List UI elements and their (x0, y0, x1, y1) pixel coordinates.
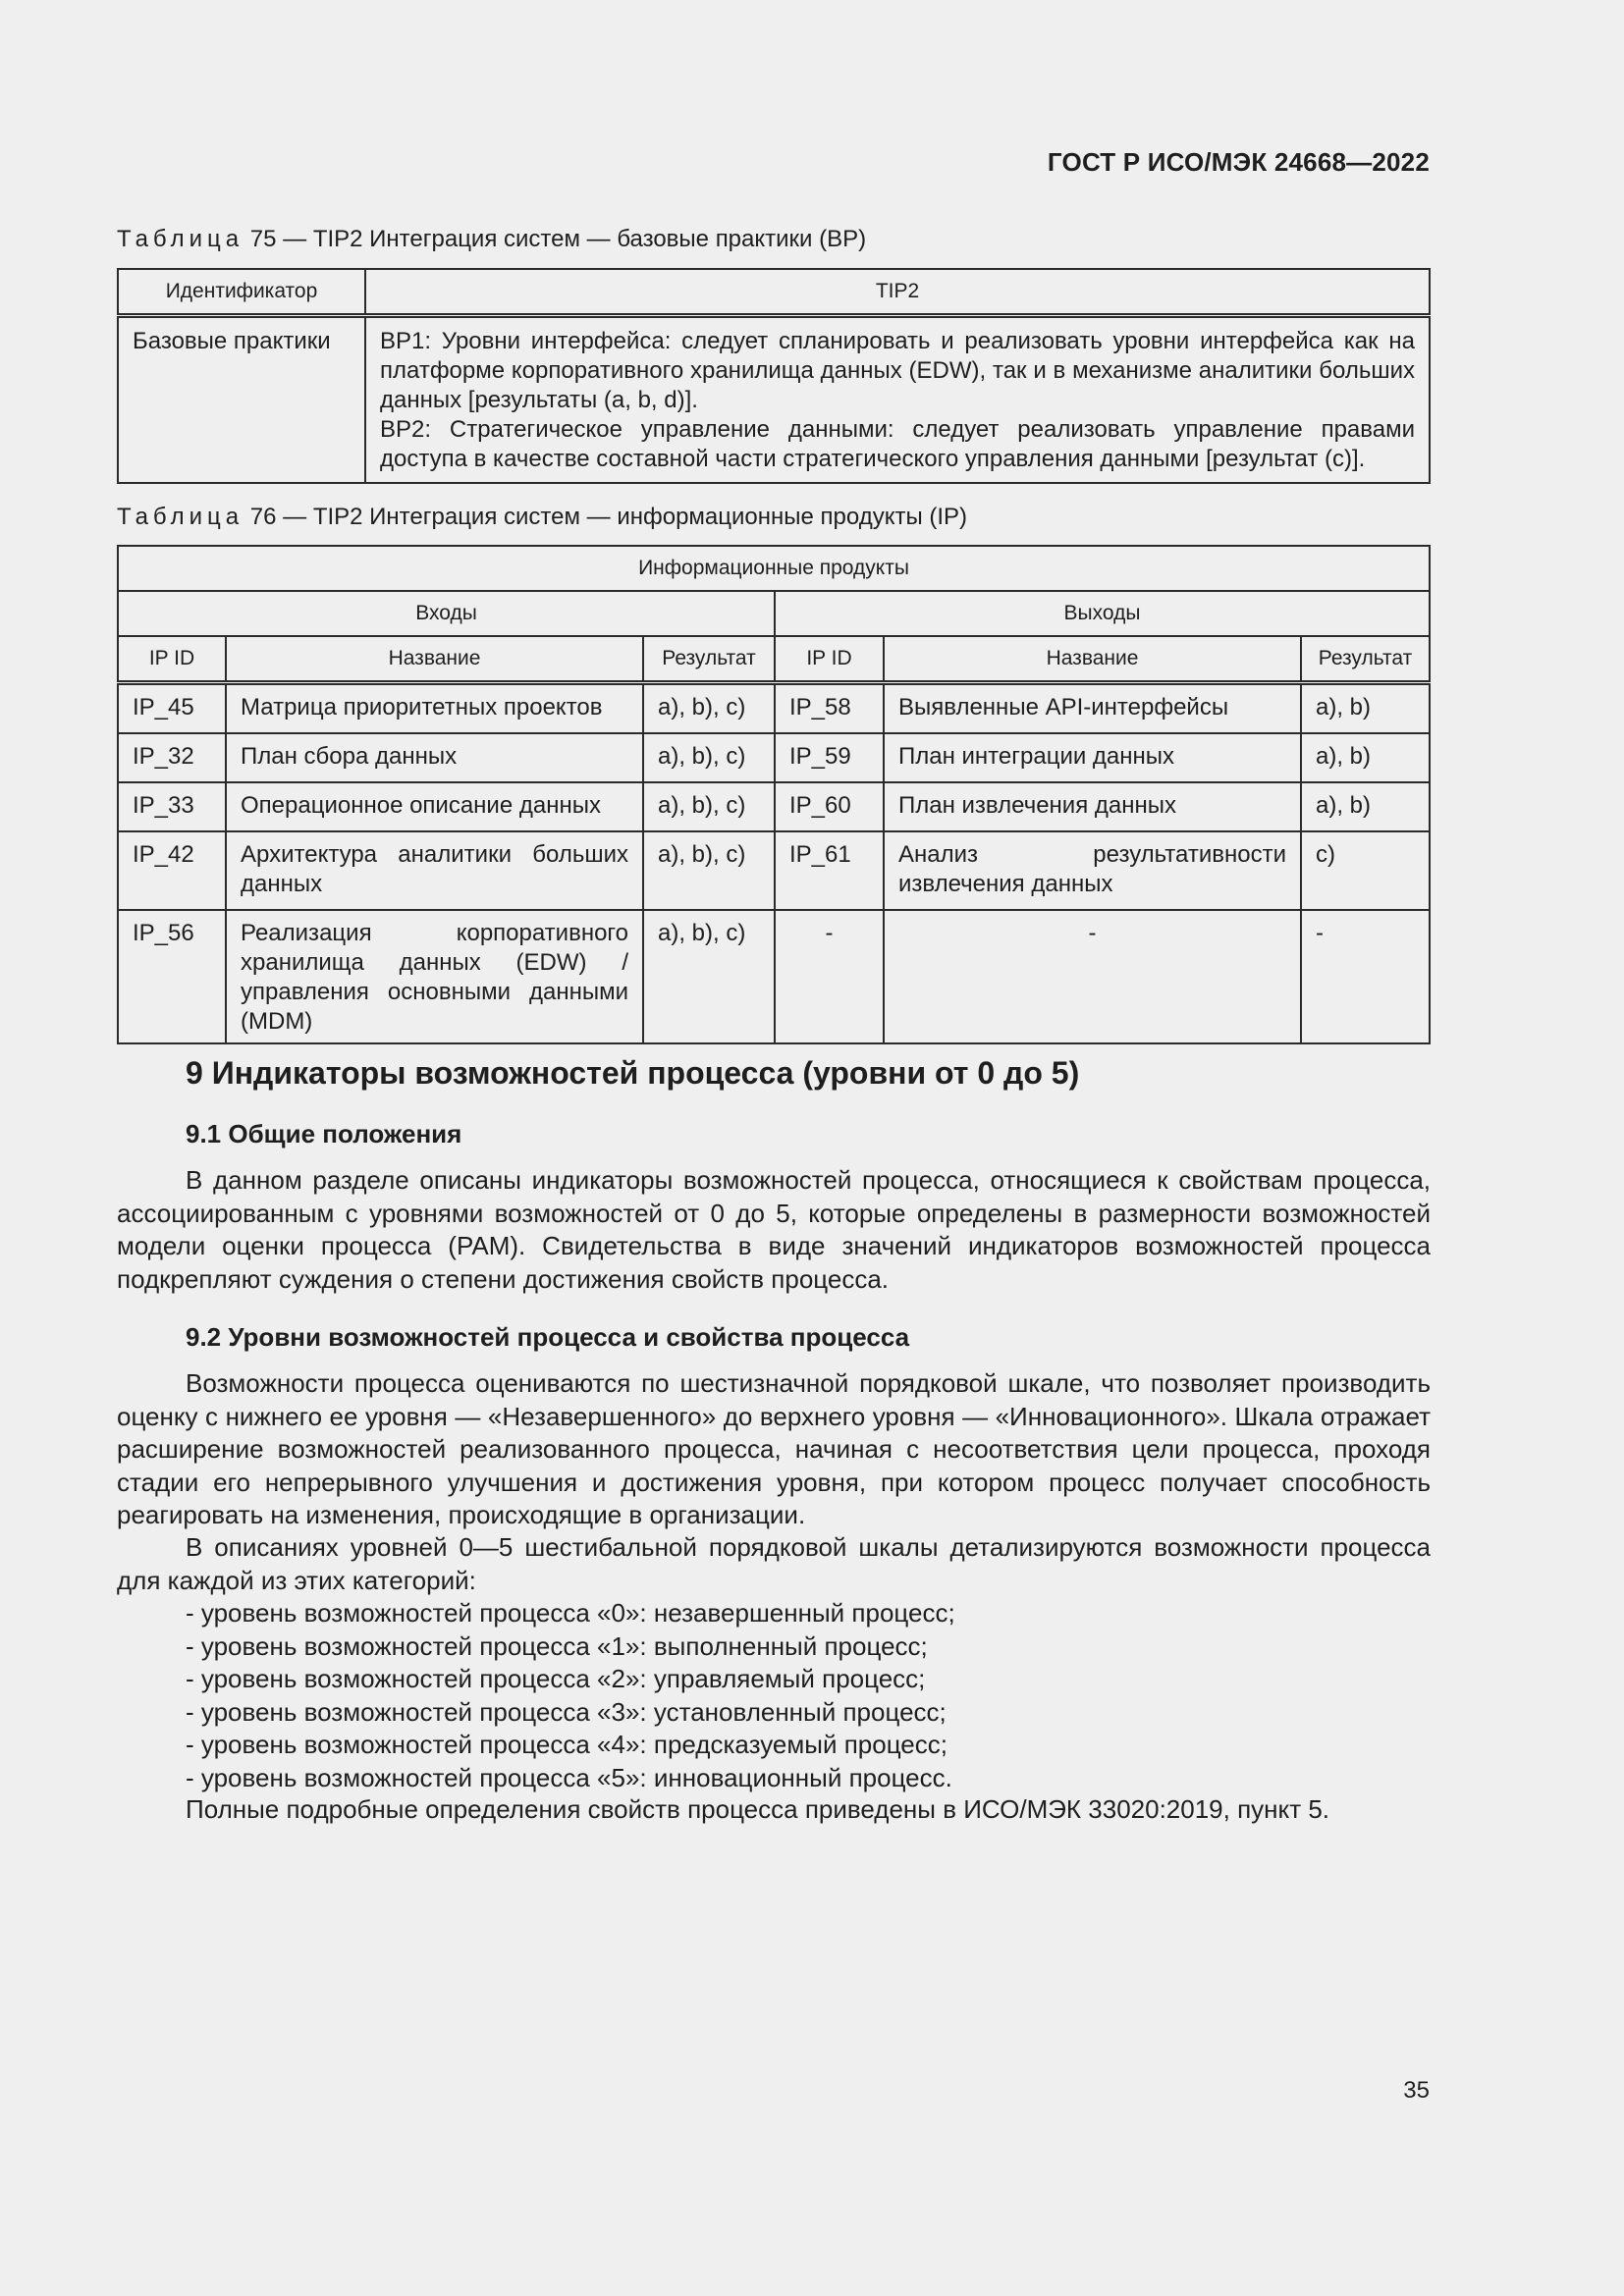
section-9-1-paragraph (117, 1164, 1431, 1296)
in-result: a), b), c) (643, 831, 775, 910)
table76-col-out-name: Название (884, 636, 1301, 683)
table75-row-label: Базовые практики (118, 316, 365, 484)
table76-col-in-name: Название (226, 636, 643, 683)
section-9-1-text: В данном разделе описаны индикаторы возможностей процесса, относящиеся к свойствам процесса, ассоциированным с уровнями возможностей от 0 до 5, которые определены в размерности возможностей модели оценки процесса (PAM). Свидетельства в виде значений индикаторов возможностей процесса подкрепляют суждения о степени достижения свойств процесса. (117, 1165, 1431, 1294)
table76-header-inputs: Входы (118, 591, 775, 636)
table75-practices-cell (365, 316, 1430, 484)
table76-header-outputs: Выходы (775, 591, 1430, 636)
table-row (118, 683, 1430, 734)
section-9-2-paragraph-1 (117, 1367, 1431, 1532)
table75-header-tip2: TIP2 (365, 269, 1430, 316)
out-result: a), b) (1301, 733, 1430, 782)
out-ipid: - (775, 910, 884, 1043)
in-result: a), b), c) (643, 782, 775, 831)
table75-header-identifier: Идентификатор (118, 269, 365, 316)
list-item: - уровень возможностей процесса «4»: предсказуемый процесс; (186, 1730, 947, 1759)
out-name: План извлечения данных (884, 782, 1301, 831)
section-9-title: 9 Индикаторы возможностей процесса (уровни от 0 до 5) (186, 1055, 1080, 1091)
table76-col-out-ipid: IP ID (775, 636, 884, 683)
table-76 (117, 545, 1431, 1044)
table75-caption (117, 226, 866, 253)
closing-paragraph: Полные подробные определения свойств процесса приведены в ИСО/МЭК 33020:2019, пункт 5. (186, 1794, 1330, 1824)
in-result: a), b), c) (643, 910, 775, 1043)
section-9-2-paragraph-2 (117, 1531, 1431, 1597)
table-75 (117, 268, 1431, 484)
out-ipid: IP_59 (775, 733, 884, 782)
in-name: План сбора данных (226, 733, 643, 782)
out-ipid: IP_60 (775, 782, 884, 831)
in-name: Операционное описание данных (226, 782, 643, 831)
out-name: Выявленные API-интерфейсы (884, 683, 1301, 734)
out-name: Анализ результативности извлечения данных (884, 831, 1301, 910)
in-ipid: IP_42 (118, 831, 226, 910)
in-ipid: IP_45 (118, 683, 226, 734)
table76-caption-prefix: Таблица (117, 504, 244, 530)
table-row (118, 733, 1430, 782)
table-row (118, 910, 1430, 1043)
table-row (118, 831, 1430, 910)
out-result: c) (1301, 831, 1430, 910)
out-name: - (884, 910, 1301, 1043)
table76-caption-text: 76 — TIP2 Интеграция систем — информационные продукты (IP) (249, 504, 968, 530)
in-ipid: IP_56 (118, 910, 226, 1043)
table76-caption (117, 504, 967, 531)
section-9-2-text-2: В описаниях уровней 0—5 шестибальной порядковой шкалы детализируются возможности процесса для каждой из этих категорий: (117, 1532, 1431, 1595)
in-name: Матрица приоритетных проектов (226, 683, 643, 734)
out-result: a), b) (1301, 782, 1430, 831)
table75-bp2: BP2: Стратегическое управление данными: следует реализовать управление правами доступа в качестве составной части стратегического управления данными [результат (c)]. (380, 416, 1415, 472)
out-result: a), b) (1301, 683, 1430, 734)
table76-col-in-ipid: IP ID (118, 636, 226, 683)
capability-levels-list (186, 1597, 955, 1794)
in-ipid: IP_32 (118, 733, 226, 782)
out-ipid: IP_58 (775, 683, 884, 734)
in-result: a), b), c) (643, 733, 775, 782)
out-ipid: IP_61 (775, 831, 884, 910)
list-item: - уровень возможностей процесса «5»: инновационный процесс. (186, 1762, 952, 1792)
in-name: Архитектура аналитики больших данных (226, 831, 643, 910)
in-ipid: IP_33 (118, 782, 226, 831)
page-number: 35 (1403, 2077, 1430, 2104)
out-result: - (1301, 910, 1430, 1043)
section-9-1-title: 9.1 Общие положения (186, 1119, 462, 1148)
standard-code-header: ГОСТ Р ИСО/МЭК 24668—2022 (1047, 147, 1430, 177)
table75-caption-prefix: Таблица (117, 226, 244, 252)
table76-header-products: Информационные продукты (118, 546, 1430, 591)
in-result: a), b), c) (643, 683, 775, 734)
list-item: - уровень возможностей процесса «3»: установленный процесс; (186, 1696, 947, 1727)
section-9-2-title: 9.2 Уровни возможностей процесса и свойства процесса (186, 1322, 910, 1352)
table76-col-in-result: Результат (643, 636, 775, 683)
table-row (118, 782, 1430, 831)
section-9-2-text-1: Возможности процесса оцениваются по шестизначной порядковой шкале, что позволяет производить оценку с нижнего ее уровня — «Незавершенного» до верхнего уровня — «Инновационного». Шкала отражает расширение возможностей реализованного процесса, начиная с несоответствия цели процесса, проходя стадии его непрерывного улучшения и достижения уровня, при котором процесс получает способность реагировать на изменения, происходящие в организации. (117, 1368, 1431, 1529)
list-item: - уровень возможностей процесса «1»: выполненный процесс; (186, 1630, 928, 1661)
in-name: Реализация корпоративного хранилища данных (EDW) / управления основными данными (MDM) (226, 910, 643, 1043)
table75-bp1: BP1: Уровни интерфейса: следует спланировать и реализовать уровни интерфейса как на платформе корпоративного хранилища данных (EDW), так и в механизме аналитики больших данных [результаты (a, b, d)]. (380, 328, 1415, 413)
table76-col-out-result: Результат (1301, 636, 1430, 683)
out-name: План интеграции данных (884, 733, 1301, 782)
list-item: - уровень возможностей процесса «2»: управляемый процесс; (186, 1664, 926, 1693)
table75-caption-text: 75 — TIP2 Интеграция систем — базовые практики (BP) (249, 226, 867, 252)
list-item: - уровень возможностей процесса «0»: незавершенный процесс; (186, 1598, 955, 1628)
